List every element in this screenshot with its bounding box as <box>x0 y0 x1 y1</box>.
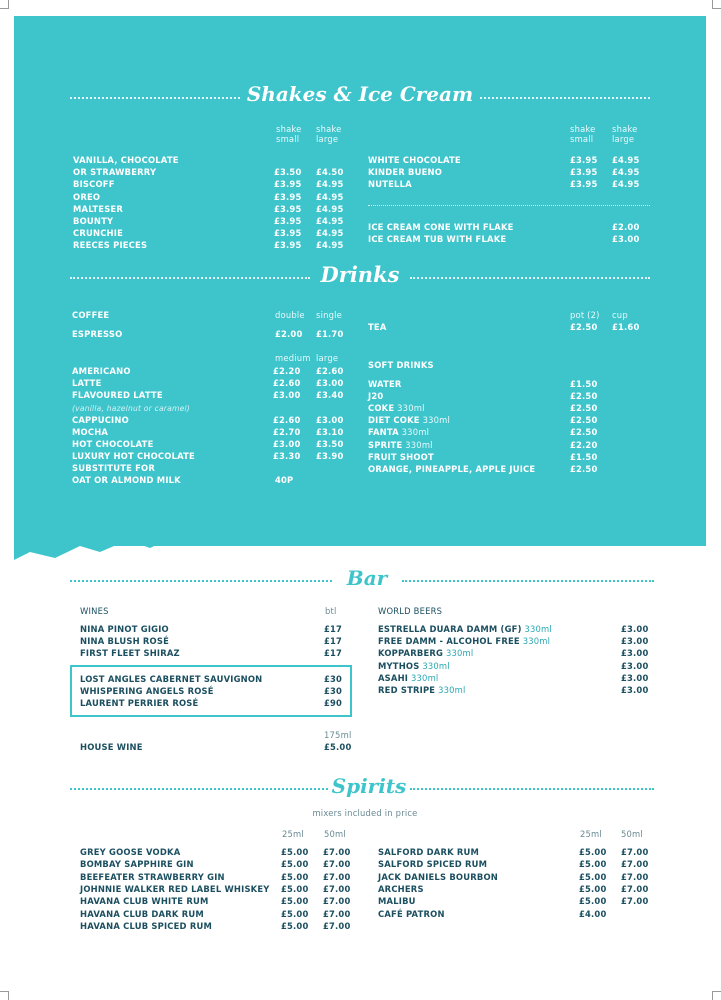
crop-mark <box>712 991 721 1000</box>
menu-item-name: BOUNTY <box>73 216 114 226</box>
bar-title: Bar <box>346 566 388 590</box>
item-size: 330ml <box>419 415 451 426</box>
menu-item-name: HAVANA CLUB SPICED RUM <box>80 920 213 931</box>
col-shake-small: shake small <box>276 124 302 144</box>
price-large: £3.50 <box>316 439 344 449</box>
substitute-price: 40P <box>275 475 294 485</box>
price-25ml: £5.00 <box>579 859 607 870</box>
menu-item-name: LAURENT PERRIER ROSÉ <box>80 698 199 709</box>
menu-item-name: NINA PINOT GIGIO <box>80 624 169 634</box>
price: £2.20 <box>570 439 598 450</box>
price: £3.00 <box>621 636 649 647</box>
spirits-title: Spirits <box>331 774 407 798</box>
price-50ml: £7.00 <box>621 883 649 894</box>
menu-item-name: CRUNCHIE <box>73 228 123 239</box>
price-small: £3.50 <box>274 167 302 178</box>
menu-item-name <box>378 661 450 672</box>
menu-item-name: BEEFEATER STRAWBERRY GIN <box>80 871 225 882</box>
price-medium: £2.70 <box>273 427 301 437</box>
price-large: £3.00 <box>316 378 344 388</box>
col-large: large <box>316 353 339 363</box>
espresso-name: ESPRESSO <box>72 329 123 339</box>
price: £2.50 <box>570 415 598 426</box>
price-small: £3.95 <box>274 203 302 214</box>
menu-item-name: BISCOFF <box>73 179 115 190</box>
price: £3.00 <box>621 685 649 695</box>
item-name: WATER <box>368 379 402 389</box>
item-size: 330ml <box>519 636 551 647</box>
tea-cup: £1.60 <box>612 322 640 332</box>
item-name: RED STRIPE <box>378 685 436 695</box>
menu-item-name: ARCHERS <box>378 883 424 894</box>
price-small: £3.95 <box>274 179 302 190</box>
menu-item-name: HOT CHOCOLATE <box>72 439 154 449</box>
menu-item-name <box>378 636 550 647</box>
item-size: 330ml <box>408 672 439 683</box>
item-name: J20 <box>368 391 384 402</box>
price-50ml: £7.00 <box>323 859 351 870</box>
price-25ml: £5.00 <box>579 896 607 907</box>
menu-item-name: LUXURY HOT CHOCOLATE <box>72 451 195 461</box>
price-50ml: £7.00 <box>621 871 649 882</box>
menu-item-name: OREO <box>73 191 101 202</box>
menu-item-name <box>368 440 433 451</box>
col-shake-large: shake large <box>316 124 342 144</box>
price-small: £3.95 <box>570 179 598 190</box>
price-small: £3.95 <box>570 155 598 165</box>
item-name: DIET COKE <box>368 415 420 426</box>
price: £2.50 <box>570 427 598 438</box>
house-wine-name: HOUSE WINE <box>80 742 143 752</box>
crop-mark <box>712 0 721 9</box>
menu-item-name: HAVANA CLUB WHITE RUM <box>80 896 209 907</box>
menu-item-name <box>368 452 434 463</box>
col-single: single <box>316 310 342 320</box>
col-25ml-right: 25ml <box>580 829 602 839</box>
price: £1.50 <box>570 451 598 462</box>
price: £2.50 <box>570 391 598 402</box>
menu-item-name <box>378 673 438 684</box>
espresso-single: £1.70 <box>316 329 344 339</box>
menu-item-name: CAFÉ PATRON <box>378 908 445 919</box>
price: £2.50 <box>570 463 598 474</box>
item-name: SPRITE <box>368 439 403 450</box>
item-name: MYTHOS <box>378 660 420 671</box>
price-small: £3.95 <box>274 228 302 239</box>
divider <box>368 205 650 206</box>
item-size: 330ml <box>398 427 430 438</box>
col-medium: medium <box>275 353 311 363</box>
col-25ml-left: 25ml <box>282 829 304 839</box>
price-25ml: £5.00 <box>281 896 309 907</box>
price-small: £3.95 <box>274 240 302 251</box>
item-size: 330ml <box>402 439 433 450</box>
menu-item-name: OR STRAWBERRY <box>73 167 157 178</box>
menu-item-name: NINA BLUSH ROSÉ <box>80 636 170 647</box>
col-50ml-right: 50ml <box>621 829 643 839</box>
item-name: FRUIT SHOOT <box>368 451 434 462</box>
price-large: £4.95 <box>316 216 344 226</box>
price-50ml: £7.00 <box>323 883 351 894</box>
item-size: 330ml <box>419 660 450 671</box>
col-shake-large-r: shake large <box>612 124 638 144</box>
price-large: £2.60 <box>316 366 344 376</box>
price-large: £4.95 <box>316 228 344 239</box>
menu-item-name <box>368 391 383 402</box>
substitute-line-2: OAT OR ALMOND MILK <box>72 475 181 485</box>
col-cup: cup <box>612 310 628 320</box>
divider <box>70 788 328 790</box>
item-size: 330ml <box>443 648 474 659</box>
divider <box>402 580 654 582</box>
menu-item-name <box>368 403 425 414</box>
price-medium: £3.00 <box>273 390 301 400</box>
drinks-title: Drinks <box>320 262 400 287</box>
menu-item-name <box>378 685 466 696</box>
spirits-note: mixers included in price <box>312 808 418 818</box>
flavour-note: (vanilla, hazelnut or caramel) <box>72 404 190 413</box>
menu-item-name: KINDER BUENO <box>368 167 443 178</box>
price: £17 <box>324 648 343 659</box>
price-25ml: £5.00 <box>281 908 309 919</box>
col-pot: pot (2) <box>570 310 600 320</box>
menu-item-name: SALFORD DARK RUM <box>378 847 480 857</box>
price-large: £3.00 <box>316 415 344 425</box>
menu-item-name: WHISPERING ANGELS ROSÉ <box>80 686 214 697</box>
menu-item-name: REECES PIECES <box>73 240 148 251</box>
price-large: £4.95 <box>316 203 344 214</box>
price-25ml: £5.00 <box>579 883 607 894</box>
price: £17 <box>324 636 343 647</box>
price-25ml: £5.00 <box>281 847 309 857</box>
soft-drinks-label: SOFT DRINKS <box>368 360 434 370</box>
item-name: COKE <box>368 403 395 414</box>
price-large: £3.90 <box>316 451 344 461</box>
menu-item-name: MALIBU <box>378 896 416 907</box>
price-medium: £3.00 <box>273 439 301 449</box>
menu-item-name: SALFORD SPICED RUM <box>378 859 488 870</box>
divider <box>410 277 650 279</box>
menu-item-name: MALTESER <box>73 203 123 214</box>
price-small: £3.95 <box>274 216 302 226</box>
coffee-label: COFFEE <box>72 310 110 320</box>
col-shake-small-r: shake small <box>570 124 596 144</box>
price-medium: £2.60 <box>273 378 301 388</box>
price-medium: £2.60 <box>273 415 301 425</box>
menu-item-name: WHITE CHOCOLATE <box>368 155 461 165</box>
price: £17 <box>324 624 343 634</box>
menu-item-name: AMERICANO <box>72 366 131 376</box>
price-50ml: £7.00 <box>323 908 351 919</box>
divider <box>410 788 654 790</box>
price-large: £4.95 <box>612 167 640 178</box>
menu-item-name: JACK DANIELS BOURBON <box>378 871 498 882</box>
menu-item-name <box>368 464 535 475</box>
menu-item-name: GREY GOOSE VODKA <box>80 847 181 857</box>
price: £2.50 <box>570 403 598 414</box>
item-name: FREE DAMM - ALCOHOL FREE <box>378 636 520 647</box>
menu-item-name <box>368 415 450 426</box>
price-25ml: £5.00 <box>281 920 309 931</box>
price: £3.00 <box>621 672 649 683</box>
price: £3.00 <box>621 648 649 659</box>
price-50ml: £7.00 <box>323 896 351 907</box>
item-size: 330ml <box>435 685 466 695</box>
price: £30 <box>324 686 343 697</box>
menu-item-name: ICE CREAM CONE WITH FLAKE <box>368 222 514 232</box>
price-large: £4.95 <box>316 191 344 202</box>
menu-item-name: HAVANA CLUB DARK RUM <box>80 908 204 919</box>
menu-item-name: ICE CREAM TUB WITH FLAKE <box>368 234 507 245</box>
price-medium: £3.30 <box>273 451 301 461</box>
crop-mark <box>0 991 9 1000</box>
divider <box>70 97 240 99</box>
menu-item-name <box>378 624 552 635</box>
tea-name: TEA <box>368 322 387 332</box>
menu-item-name <box>378 648 473 659</box>
price: £90 <box>324 698 343 709</box>
menu-item-name: FLAVOURED LATTE <box>72 390 163 400</box>
btl-label: btl <box>325 606 337 616</box>
menu-item-name: LATTE <box>72 378 102 388</box>
price: £30 <box>324 674 343 684</box>
price-50ml: £7.00 <box>621 896 649 907</box>
house-wine-price: £5.00 <box>324 742 352 752</box>
menu-item-name: LOST ANGLES CABERNET SAUVIGNON <box>80 674 263 684</box>
price-50ml: £7.00 <box>621 859 649 870</box>
price-25ml: £5.00 <box>281 883 309 894</box>
price-25ml: £4.00 <box>579 908 607 919</box>
price: £3.00 <box>621 624 649 634</box>
beers-label: WORLD BEERS <box>378 606 443 616</box>
price-large: £4.50 <box>316 167 344 178</box>
menu-item-name: FIRST FLEET SHIRAZ <box>80 648 180 659</box>
price-50ml: £7.00 <box>323 847 351 857</box>
price-25ml: £5.00 <box>281 871 309 882</box>
divider <box>70 580 332 582</box>
price-medium: £2.20 <box>273 366 301 376</box>
price: £2.00 <box>612 222 640 232</box>
price-50ml: £7.00 <box>323 920 351 931</box>
price-large: £4.95 <box>316 240 344 251</box>
price-50ml: £7.00 <box>621 847 649 857</box>
espresso-double: £2.00 <box>275 329 303 339</box>
price-large: £3.10 <box>316 427 344 437</box>
item-name: ORANGE, PINEAPPLE, APPLE JUICE <box>368 463 536 474</box>
price: £3.00 <box>621 660 649 671</box>
price-small: £3.95 <box>570 167 598 178</box>
crop-mark <box>0 0 9 9</box>
substitute-line-1: SUBSTITUTE FOR <box>72 463 156 473</box>
divider <box>480 97 650 99</box>
price: £1.50 <box>570 379 598 389</box>
price-25ml: £5.00 <box>579 847 607 857</box>
menu-item-name: JOHNNIE WALKER RED LABEL WHISKEY <box>80 883 270 894</box>
col-double: double <box>275 310 305 320</box>
shakes-title: Shakes & Ice Cream <box>246 82 474 106</box>
menu-item-name: BOMBAY SAPPHIRE GIN <box>80 859 194 870</box>
item-size: 330ml <box>394 403 425 414</box>
price-25ml: £5.00 <box>281 859 309 870</box>
wines-label: WINES <box>80 606 109 616</box>
item-name: ESTRELLA DUARA DAMM (GF) <box>378 624 522 634</box>
price-large: £4.95 <box>316 179 344 190</box>
divider <box>70 277 310 279</box>
tea-pot: £2.50 <box>570 322 598 332</box>
menu-item-name: VANILLA, CHOCOLATE <box>73 155 179 165</box>
item-name: KOPPARBERG <box>378 648 444 659</box>
menu-item-name <box>368 379 402 390</box>
item-name: ASAHI <box>378 672 409 683</box>
col-50ml-left: 50ml <box>324 829 346 839</box>
menu-item-name <box>368 427 429 438</box>
menu-item-name: NUTELLA <box>368 179 412 190</box>
menu-item-name: CAPPUCINO <box>72 415 129 425</box>
item-size: 330ml <box>521 624 552 634</box>
item-name: FANTA <box>368 427 399 438</box>
menu-item-name: MOCHA <box>72 427 109 437</box>
price-50ml: £7.00 <box>323 871 351 882</box>
price-large: £3.40 <box>316 390 344 400</box>
price: £3.00 <box>612 234 640 245</box>
price-25ml: £5.00 <box>579 871 607 882</box>
price-large: £4.95 <box>612 179 640 190</box>
price-small: £3.95 <box>274 191 302 202</box>
price-large: £4.95 <box>612 155 640 165</box>
house-size: 175ml <box>324 730 352 740</box>
